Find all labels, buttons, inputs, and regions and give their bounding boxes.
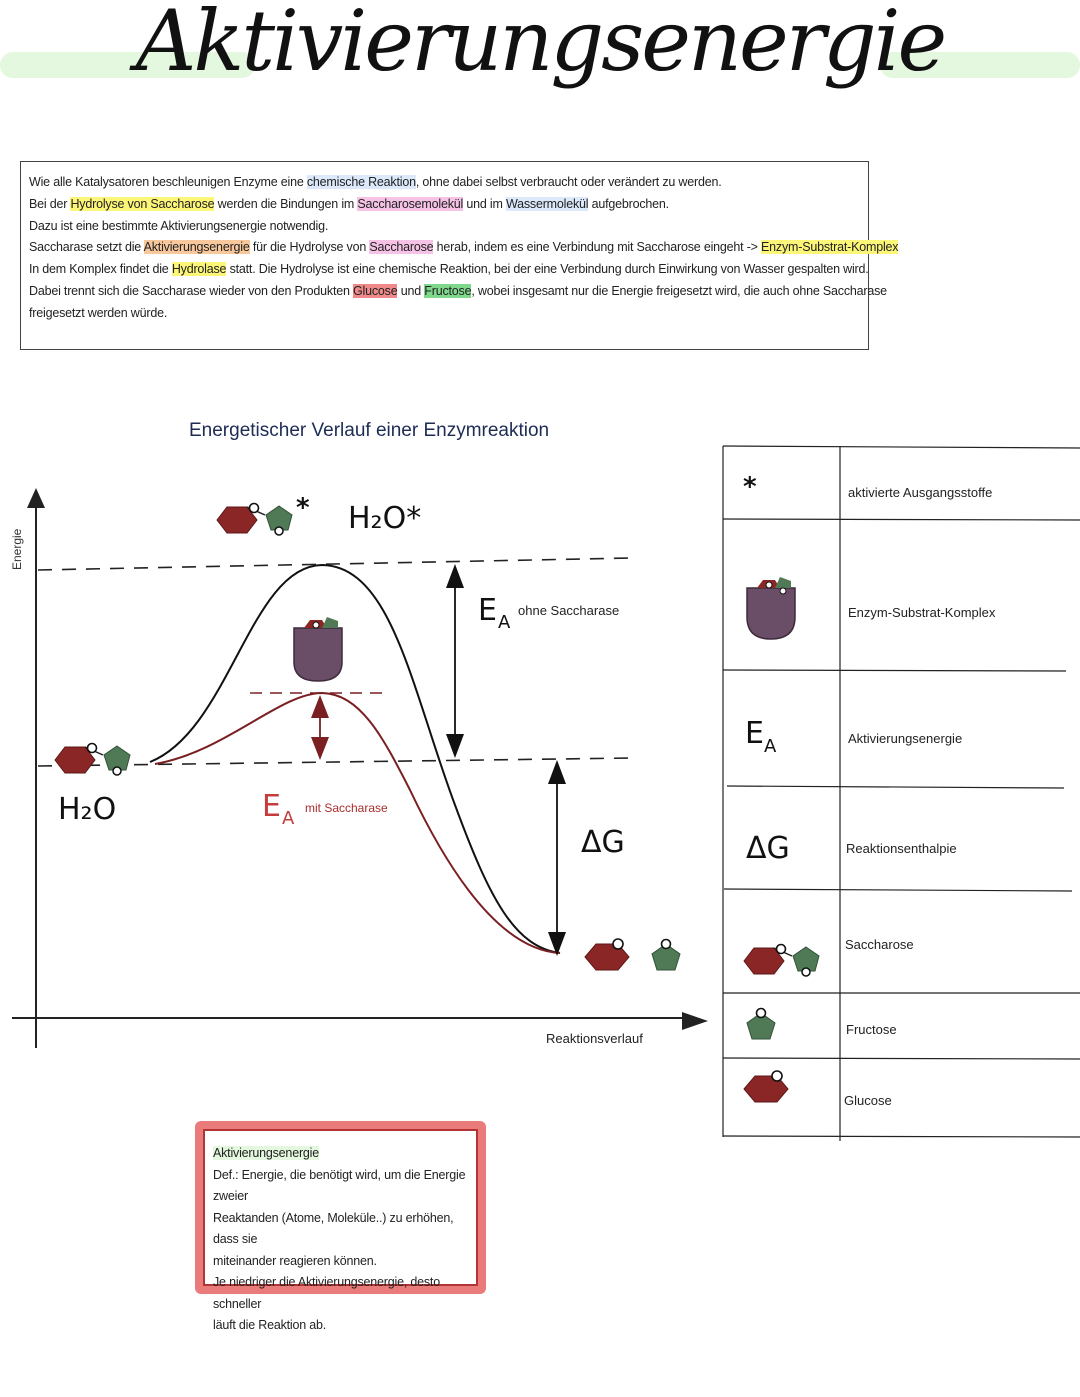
intro-line-1: Wie alle Katalysatoren beschleunigen Enzyme eine chemische Reaktion, ohne dabei selbst verbraucht oder verändert zu werden. [29,175,722,189]
legend-label-sucrose: Saccharose [845,937,914,952]
ea-with-text: mit Saccharase [305,801,388,815]
definition-line-2: Reaktanden (Atome, Moleküle..) zu erhöhen, dass sie [213,1210,454,1246]
y-axis-arrow [27,488,45,508]
delta-g-arrowhead-top [548,760,566,784]
legend-symbol-delta-g: ΔG [746,831,790,866]
y-axis-label: Energie [10,528,24,570]
transition-level-line [38,558,630,570]
ea-with-label [262,789,388,829]
legend-fructose-icon [747,1009,775,1040]
legend-glucose-icon [744,1071,788,1102]
definition-line-5: läuft die Reaktion ab. [213,1318,327,1332]
legend-symbol-ea-sub: A [764,736,777,757]
sucrose-start-icon [55,744,130,776]
intro-line-5: In dem Komplex findet die Hydrolase statt. Die Hydrolyse ist eine chemische Reaktion, bei der eine Verbindung durch Einwirkung von Wasser gespalten wird. [29,262,869,277]
ea-with-symbol: E [262,789,281,824]
ea-without-subscript: A [498,612,511,633]
ea-without-symbol: E [478,593,497,628]
definition-box [195,1121,486,1332]
curve-with-enzyme [155,693,560,953]
definition-line-4: Je niedriger die Aktivierungsenergie, desto schneller [213,1275,440,1311]
intro-line-3: Dazu ist eine bestimmte Aktivierungsenergie notwendig. [29,218,329,233]
ea-with-arrowhead-bottom [311,737,329,760]
definition-box-inner [203,1129,478,1332]
enzyme-substrate-complex-icon [294,617,342,681]
activated-sucrose-icon [217,504,292,536]
diagram-title: Energetischer Verlauf einer Enzymreaktion [189,420,550,441]
ea-without-label [478,593,619,633]
x-axis-arrow [682,1012,708,1030]
legend-label-complex: Enzym-Substrat-Komplex [848,605,996,620]
legend-label-delta-g: Reaktionsenthalpie [846,841,957,856]
fructose-product-icon [652,940,680,971]
intro-line-6: Dabei trennt sich die Saccharase wieder von den Produkten Glucose und Fructose, wobei insgesamt nur die Energie freigesetzt wird, die auch ohne Saccharase [29,283,887,298]
legend-symbol-ea: E [745,716,764,751]
ea-without-arrowhead-top [446,564,464,588]
intro-line-7: freigesetzt werden würde. [29,305,168,320]
legend-sucrose-icon [744,945,819,977]
definition-title: Aktivierungsenergie [213,1146,319,1160]
legend-symbol-star: * [743,472,757,502]
glucose-product-icon [585,939,629,970]
intro-text-box [20,161,899,350]
x-axis-label: Reaktionsverlauf [546,1031,643,1046]
energy-diagram [0,400,715,1060]
legend-label-activated: aktivierte Ausgangsstoffe [848,485,993,500]
water-label: H₂O [58,792,117,827]
activated-star: * [296,493,310,523]
page-title: Aktivierungsenergie [135,0,945,90]
legend-label-fructose: Fructose [846,1022,897,1037]
intro-line-2: Bei der Hydrolyse von Saccharose werden die Bindungen im Saccharosemolekül und im Wassermolekül aufgebrochen. [29,196,669,211]
definition-line-1: Def.: Energie, die benötigt wird, um die Energie zweier [213,1167,466,1203]
intro-line-4: Saccharase setzt die Aktivierungsenergie für die Hydrolyse von Saccharose herab, indem es eine Verbindung mit Saccharose eingeht -> Enzym-Substrat-Komplex [29,240,899,255]
ea-without-arrowhead-bottom [446,734,464,758]
ea-with-arrowhead-top [311,695,329,718]
ea-without-text: ohne Saccharase [518,603,620,618]
legend-enzyme-complex-icon [747,577,795,639]
ea-with-subscript: A [282,808,295,829]
definition-line-3: miteinander reagieren können. [213,1253,377,1268]
legend-label-ea: Aktivierungsenergie [848,731,963,746]
activated-water-label: H₂O* [348,501,422,536]
delta-g-label: ΔG [581,825,625,860]
legend-label-glucose: Glucose [844,1093,892,1108]
